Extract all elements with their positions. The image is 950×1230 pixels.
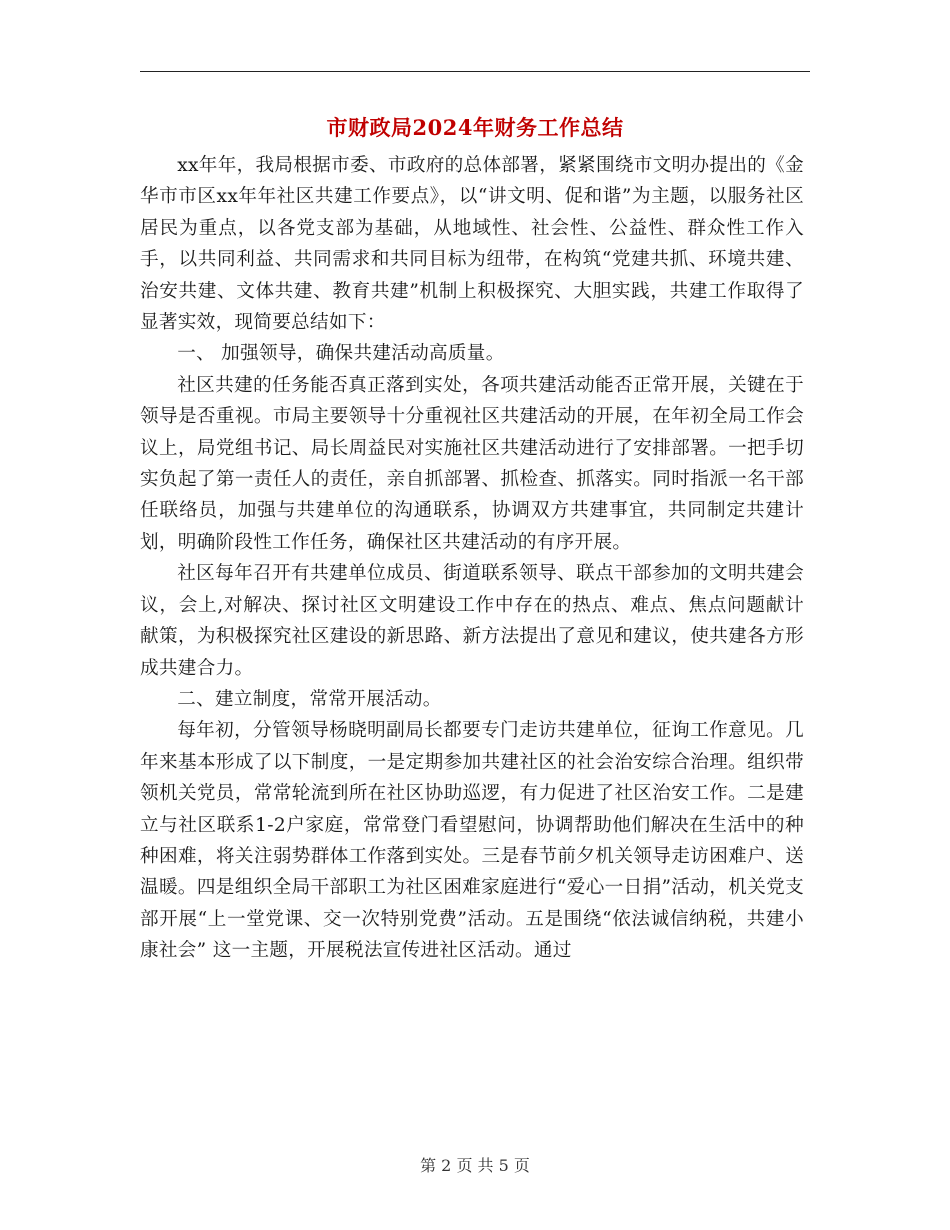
section-heading-2: 二、建立制度，常常开展活动。 xyxy=(177,688,442,710)
page-footer: 第 2 页 共 5 页 xyxy=(420,1156,530,1175)
document-title: 市财政局2024年财务工作总结 xyxy=(326,115,624,140)
paragraph-system: 每年初，分管领导杨晓明副局长都要专门走访共建单位，征询工作意见。几年来基本形成了以下制度，一是定期参加共建社区的社会治安综合治理。组织带领机关党员，常常轮流到所在社区协助巡逻，有力促进了社区治安工作。二是建立与社区联系1-2户家庭，常常登门看望慰问，协调帮助他们解决在生活中的种种困难，将关注弱势群体工作落到实处。三是春节前夕机关领导走访困难户、送温暖。四是组织全局干部职工为社区困难家庭进行“爱心一日捐”活动，机关党支部开展“上一堂党课、交一次特别党费”活动。五是围绕“依法诚信纳税，共建小康社会” 这一主题，开展税法宣传进社区活动。通过 xyxy=(140,720,804,962)
document-body xyxy=(140,150,804,967)
paragraph-intro: xx年年，我局根据市委、市政府的总体部署，紧紧围绕市文明办提出的《金华市市区xx年年社区共建工作要点》，以“讲文明、促和谐”为主题，以服务社区居民为重点，以各党支部为基础，从地域性、社会性、公益性、群众性工作入手，以共同利益、共同需求和共同目标为纽带，在构筑“党建共抓、环境共建、治安共建、文体共建、教育共建”机制上积极探究、大胆实践，共建工作取得了显著实效，现简要总结如下： xyxy=(140,155,804,334)
paragraph-meeting: 社区每年召开有共建单位成员、街道联系领导、联点干部参加的文明共建会议，会上,对解决、探讨社区文明建设工作中存在的热点、难点、焦点问题献计献策，为积极探究社区建设的新思路、新方法提出了意见和建议，使共建各方形成共建合力。 xyxy=(140,563,804,679)
paragraph-leadership: 社区共建的任务能否真正落到实处，各项共建活动能否正常开展，关键在于领导是否重视。市局主要领导十分重视社区共建活动的开展，在年初全局工作会议上，局党组书记、局长周益民对实施社区共建活动进行了安排部署。一把手切实负起了第一责任人的责任，亲自抓部署、抓检查、抓落实。同时指派一名干部任联络员，加强与共建单位的沟通联系，协调双方共建事宜，共同制定共建计划，明确阶段性工作任务，确保社区共建活动的有序开展。 xyxy=(140,374,804,553)
header-rule xyxy=(140,71,810,72)
section-heading-1: 一、 加强领导，确保共建活动高质量。 xyxy=(177,343,505,365)
